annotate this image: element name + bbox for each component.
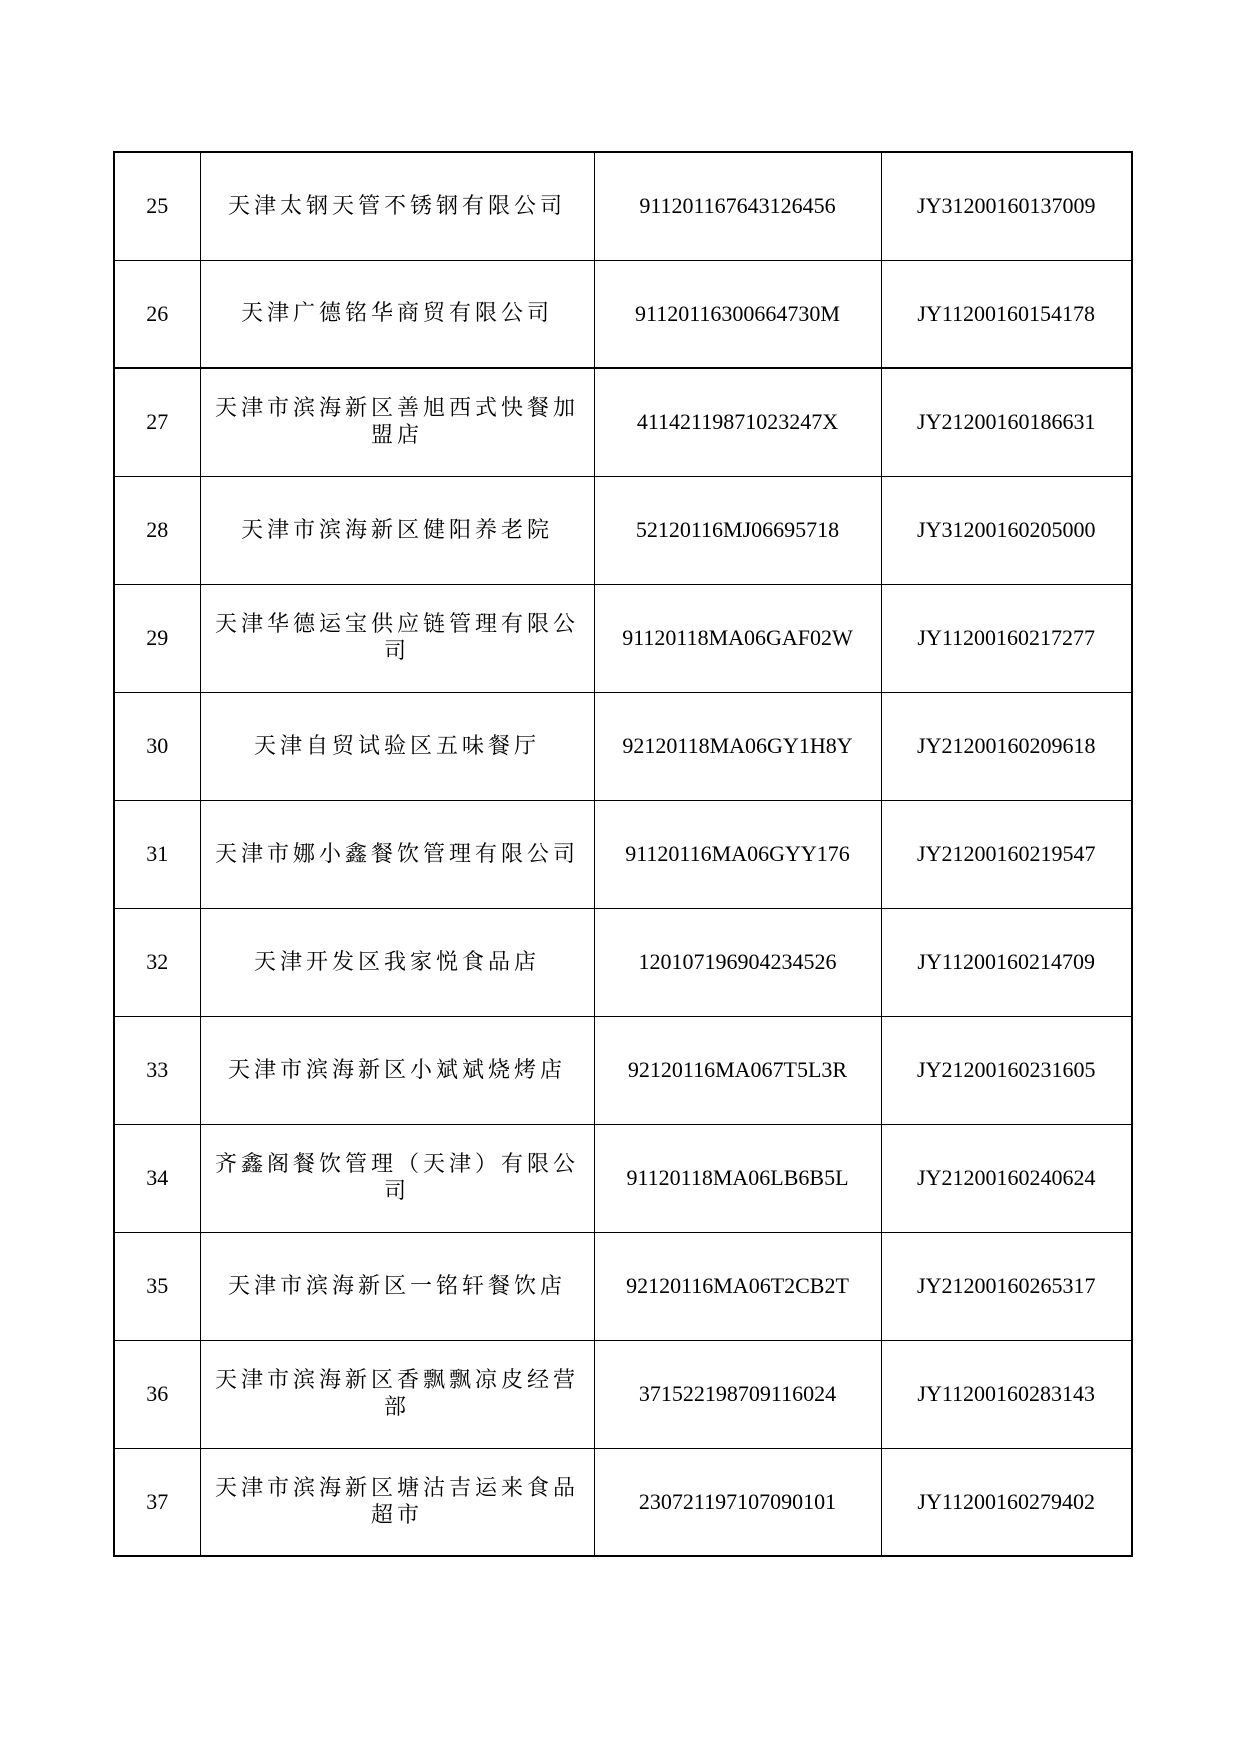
credit-code: 230721197107090101 xyxy=(594,1448,881,1556)
row-number: 26 xyxy=(114,260,200,368)
row-number: 35 xyxy=(114,1232,200,1340)
table-row xyxy=(114,1016,1132,1124)
credit-code: 41142119871023247X xyxy=(594,368,881,476)
credit-code: 91120118MA06LB6B5L xyxy=(594,1124,881,1232)
row-number: 30 xyxy=(114,692,200,800)
credit-code: 91120116300664730M xyxy=(594,260,881,368)
company-name: 天津广德铭华商贸有限公司 xyxy=(200,260,594,368)
license-number: JY21200160231605 xyxy=(881,1016,1132,1124)
table-row xyxy=(114,368,1132,476)
company-name: 天津市滨海新区塘沽吉运来食品超市 xyxy=(200,1448,594,1556)
table-row xyxy=(114,152,1132,260)
company-name: 天津市滨海新区善旭西式快餐加盟店 xyxy=(200,368,594,476)
credit-code: 91120116MA06GYY176 xyxy=(594,800,881,908)
row-number: 28 xyxy=(114,476,200,584)
table-row xyxy=(114,1448,1132,1556)
row-number: 33 xyxy=(114,1016,200,1124)
company-name: 天津市娜小鑫餐饮管理有限公司 xyxy=(200,800,594,908)
license-number: JY11200160214709 xyxy=(881,908,1132,1016)
table-row xyxy=(114,260,1132,368)
table-row xyxy=(114,908,1132,1016)
table-row xyxy=(114,800,1132,908)
table-row xyxy=(114,1124,1132,1232)
company-name: 天津太钢天管不锈钢有限公司 xyxy=(200,152,594,260)
company-name: 齐鑫阁餐饮管理（天津）有限公司 xyxy=(200,1124,594,1232)
license-number: JY21200160186631 xyxy=(881,368,1132,476)
credit-code: 120107196904234526 xyxy=(594,908,881,1016)
row-number: 34 xyxy=(114,1124,200,1232)
license-number: JY11200160217277 xyxy=(881,584,1132,692)
license-number: JY11200160154178 xyxy=(881,260,1132,368)
license-number: JY11200160279402 xyxy=(881,1448,1132,1556)
license-number: JY31200160205000 xyxy=(881,476,1132,584)
table-row xyxy=(114,476,1132,584)
row-number: 31 xyxy=(114,800,200,908)
credit-code: 371522198709116024 xyxy=(594,1340,881,1448)
credit-code: 92120116MA067T5L3R xyxy=(594,1016,881,1124)
table-row xyxy=(114,1232,1132,1340)
license-number: JY21200160219547 xyxy=(881,800,1132,908)
license-number: JY21200160265317 xyxy=(881,1232,1132,1340)
company-name: 天津市滨海新区健阳养老院 xyxy=(200,476,594,584)
company-name: 天津华德运宝供应链管理有限公司 xyxy=(200,584,594,692)
credit-code: 91120118MA06GAF02W xyxy=(594,584,881,692)
row-number: 37 xyxy=(114,1448,200,1556)
row-number: 36 xyxy=(114,1340,200,1448)
credit-code: 92120116MA06T2CB2T xyxy=(594,1232,881,1340)
credit-code: 92120118MA06GY1H8Y xyxy=(594,692,881,800)
license-number: JY11200160283143 xyxy=(881,1340,1132,1448)
company-name: 天津市滨海新区一铭轩餐饮店 xyxy=(200,1232,594,1340)
company-name: 天津市滨海新区香飘飘凉皮经营部 xyxy=(200,1340,594,1448)
table-row xyxy=(114,692,1132,800)
row-number: 25 xyxy=(114,152,200,260)
company-name: 天津自贸试验区五味餐厅 xyxy=(200,692,594,800)
company-name: 天津市滨海新区小斌斌烧烤店 xyxy=(200,1016,594,1124)
table-row xyxy=(114,1340,1132,1448)
row-number: 27 xyxy=(114,368,200,476)
registry-table xyxy=(113,151,1133,1557)
license-number: JY21200160209618 xyxy=(881,692,1132,800)
credit-code: 52120116MJ06695718 xyxy=(594,476,881,584)
company-name: 天津开发区我家悦食品店 xyxy=(200,908,594,1016)
row-number: 32 xyxy=(114,908,200,1016)
license-number: JY31200160137009 xyxy=(881,152,1132,260)
table-row xyxy=(114,584,1132,692)
credit-code: 911201167643126456 xyxy=(594,152,881,260)
row-number: 29 xyxy=(114,584,200,692)
license-number: JY21200160240624 xyxy=(881,1124,1132,1232)
